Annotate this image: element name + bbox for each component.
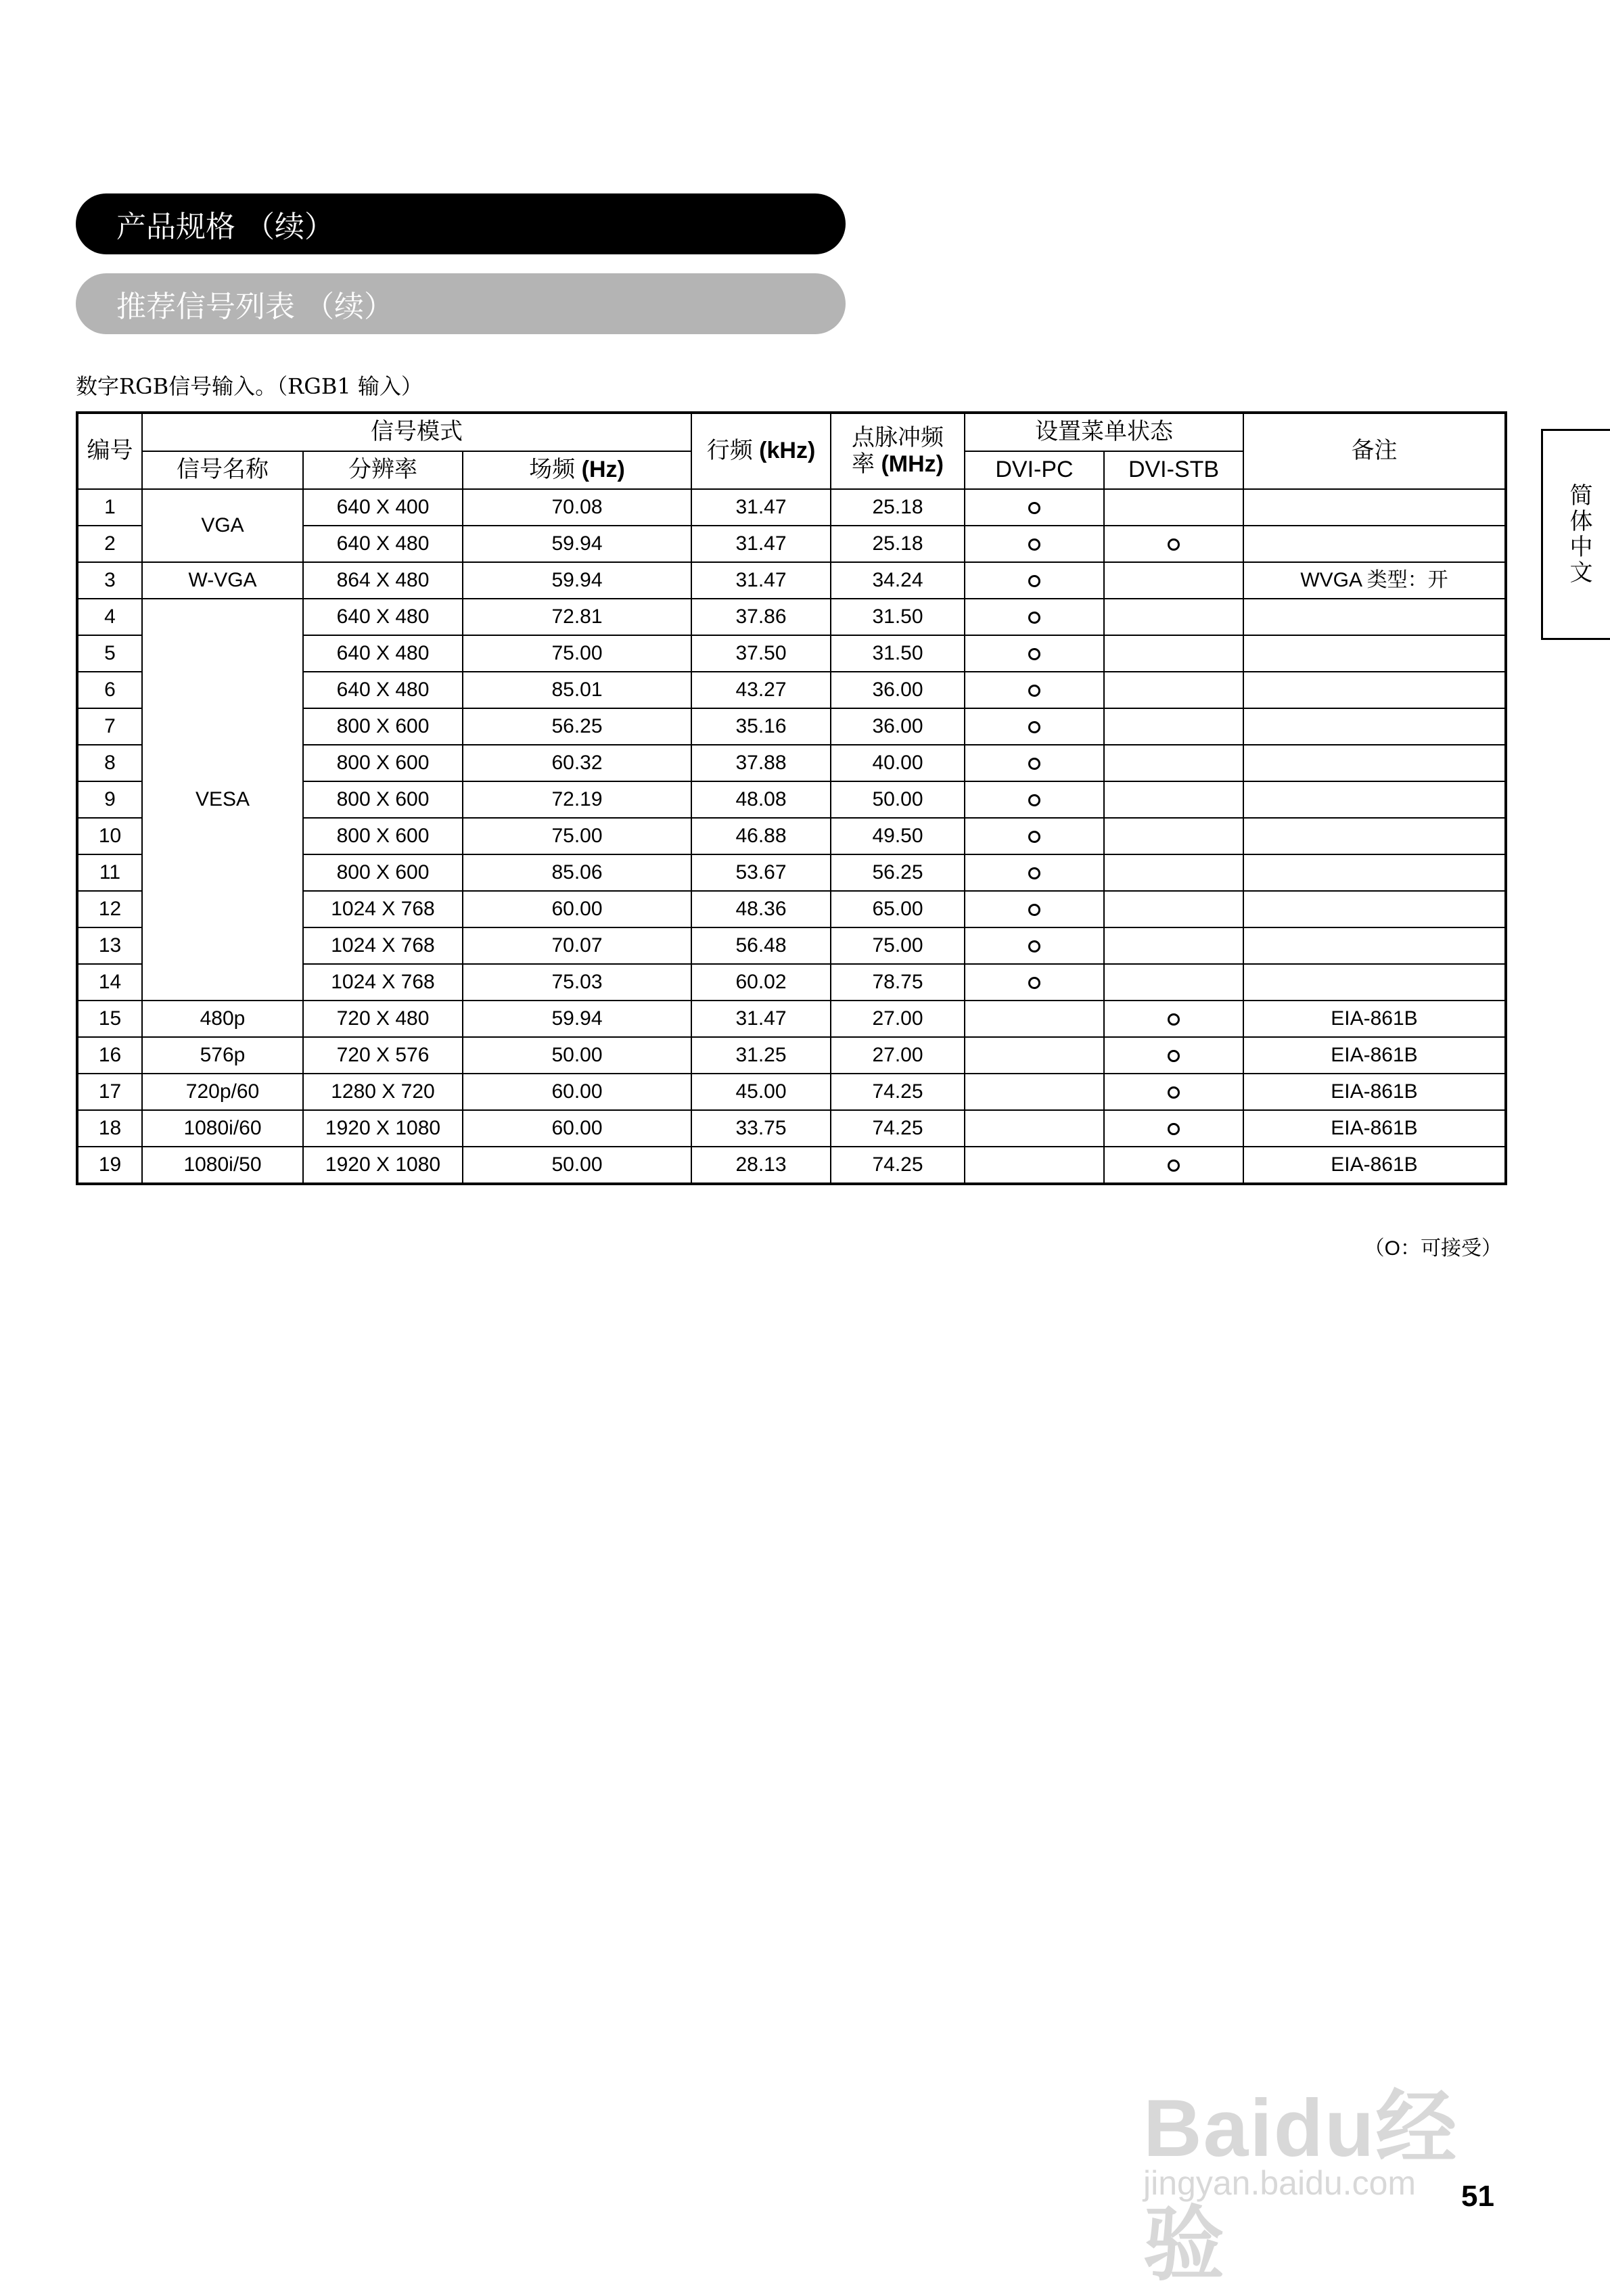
dotclock-cell: 31.50 — [831, 599, 965, 635]
header-signal-name: 信号名称 — [142, 451, 303, 489]
resolution-cell: 640 X 480 — [303, 599, 463, 635]
vfreq-cell: 75.03 — [463, 964, 691, 1001]
dvi-pc-cell — [965, 1110, 1104, 1147]
row-number: 9 — [77, 781, 142, 818]
signal-name-cell: 1080i/50 — [142, 1147, 303, 1184]
vfreq-cell: 70.07 — [463, 927, 691, 964]
acceptable-mark-icon — [1028, 940, 1040, 952]
vfreq-cell: 85.06 — [463, 854, 691, 891]
hfreq-cell: 56.48 — [691, 927, 831, 964]
watermark-brand: Baidu经验 — [1143, 2083, 1458, 2290]
acceptable-mark-icon — [1168, 1123, 1180, 1135]
dvi-pc-cell — [965, 599, 1104, 635]
header-dotclock: 点脉冲频 率 (MHz) — [831, 413, 965, 489]
dvi-pc-cell — [965, 489, 1104, 526]
subsection-title: 推荐信号列表 （续） — [116, 290, 394, 324]
resolution-cell: 1280 X 720 — [303, 1074, 463, 1110]
header-remarks: 备注 — [1243, 413, 1506, 489]
resolution-cell: 800 X 600 — [303, 745, 463, 781]
header-no: 编号 — [77, 413, 142, 489]
acceptable-mark-icon — [1028, 977, 1040, 989]
dvi-stb-cell — [1104, 708, 1243, 745]
resolution-cell: 640 X 480 — [303, 635, 463, 672]
acceptable-mark-icon — [1028, 612, 1040, 624]
hfreq-cell: 45.00 — [691, 1074, 831, 1110]
acceptable-mark-icon — [1168, 1013, 1180, 1026]
resolution-cell: 1920 X 1080 — [303, 1110, 463, 1147]
row-number: 6 — [77, 672, 142, 708]
remarks-cell — [1243, 818, 1506, 854]
dvi-stb-cell — [1104, 489, 1243, 526]
table-body — [77, 489, 1506, 1184]
hfreq-cell: 31.47 — [691, 489, 831, 526]
resolution-cell: 640 X 400 — [303, 489, 463, 526]
resolution-cell: 1024 X 768 — [303, 964, 463, 1001]
remarks-cell — [1243, 526, 1506, 562]
remarks-cell — [1243, 854, 1506, 891]
table-row — [77, 599, 1506, 635]
language-side-tab — [1541, 429, 1610, 640]
row-number: 7 — [77, 708, 142, 745]
header-menu-status: 设置菜单状态 — [965, 413, 1243, 451]
dvi-pc-cell — [965, 672, 1104, 708]
dotclock-cell: 74.25 — [831, 1074, 965, 1110]
dvi-stb-cell — [1104, 1001, 1243, 1037]
vfreq-cell: 60.32 — [463, 745, 691, 781]
dotclock-cell: 25.18 — [831, 489, 965, 526]
dvi-stb-cell — [1104, 818, 1243, 854]
dvi-stb-cell — [1104, 599, 1243, 635]
resolution-cell: 800 X 600 — [303, 781, 463, 818]
acceptable-mark-icon — [1028, 721, 1040, 733]
dvi-pc-cell — [965, 745, 1104, 781]
vfreq-cell: 85.01 — [463, 672, 691, 708]
resolution-cell: 1920 X 1080 — [303, 1147, 463, 1184]
dotclock-cell: 36.00 — [831, 672, 965, 708]
row-number: 2 — [77, 526, 142, 562]
hfreq-cell: 31.25 — [691, 1037, 831, 1074]
dotclock-cell: 75.00 — [831, 927, 965, 964]
remarks-cell — [1243, 489, 1506, 526]
row-number: 13 — [77, 927, 142, 964]
table-row — [77, 1001, 1506, 1037]
footnote: （O：可接受） — [1364, 1237, 1502, 1260]
hfreq-cell: 31.47 — [691, 562, 831, 599]
hfreq-cell: 53.67 — [691, 854, 831, 891]
dotclock-cell: 50.00 — [831, 781, 965, 818]
hfreq-cell: 33.75 — [691, 1110, 831, 1147]
dvi-stb-cell — [1104, 854, 1243, 891]
dotclock-cell: 31.50 — [831, 635, 965, 672]
acceptable-mark-icon — [1028, 648, 1040, 660]
dvi-stb-cell — [1104, 562, 1243, 599]
dvi-pc-cell — [965, 708, 1104, 745]
hfreq-cell: 37.50 — [691, 635, 831, 672]
dotclock-cell: 34.24 — [831, 562, 965, 599]
table-row — [77, 1074, 1506, 1110]
vfreq-cell: 75.00 — [463, 635, 691, 672]
hfreq-cell: 37.88 — [691, 745, 831, 781]
resolution-cell: 800 X 600 — [303, 708, 463, 745]
vfreq-cell: 60.00 — [463, 1074, 691, 1110]
section-title-bar — [76, 193, 846, 254]
remarks-cell — [1243, 927, 1506, 964]
row-number: 15 — [77, 1001, 142, 1037]
vfreq-cell: 60.00 — [463, 891, 691, 927]
dvi-stb-cell — [1104, 1074, 1243, 1110]
dvi-stb-cell — [1104, 964, 1243, 1001]
remarks-cell: EIA-861B — [1243, 1074, 1506, 1110]
acceptable-mark-icon — [1028, 575, 1040, 587]
dotclock-cell: 74.25 — [831, 1110, 965, 1147]
acceptable-mark-icon — [1168, 538, 1180, 551]
signal-name-cell: VGA — [142, 489, 303, 562]
vfreq-cell: 60.00 — [463, 1110, 691, 1147]
header-dvi-stb: DVI-STB — [1104, 451, 1243, 489]
remarks-cell — [1243, 599, 1506, 635]
signal-name-cell: 480p — [142, 1001, 303, 1037]
vfreq-cell: 50.00 — [463, 1147, 691, 1184]
hfreq-cell: 60.02 — [691, 964, 831, 1001]
watermark-url: jingyan.baidu.com — [1143, 2164, 1417, 2202]
dvi-pc-cell — [965, 891, 1104, 927]
section-title: 产品规格 （续） — [116, 210, 334, 244]
acceptable-mark-icon — [1028, 794, 1040, 806]
row-number: 5 — [77, 635, 142, 672]
vfreq-cell: 59.94 — [463, 1001, 691, 1037]
row-number: 8 — [77, 745, 142, 781]
dotclock-cell: 65.00 — [831, 891, 965, 927]
vfreq-cell: 72.19 — [463, 781, 691, 818]
table-row — [77, 1110, 1506, 1147]
header-resolution: 分辨率 — [303, 451, 463, 489]
dotclock-cell: 49.50 — [831, 818, 965, 854]
hfreq-cell: 46.88 — [691, 818, 831, 854]
dvi-pc-cell — [965, 927, 1104, 964]
remarks-cell — [1243, 891, 1506, 927]
dvi-pc-cell — [965, 1037, 1104, 1074]
table-row — [77, 489, 1506, 526]
vfreq-cell: 50.00 — [463, 1037, 691, 1074]
dvi-pc-cell — [965, 818, 1104, 854]
header-hfreq: 行频 (kHz) — [691, 413, 831, 489]
acceptable-mark-icon — [1168, 1050, 1180, 1062]
dvi-stb-cell — [1104, 1110, 1243, 1147]
dvi-stb-cell — [1104, 1037, 1243, 1074]
acceptable-mark-icon — [1028, 502, 1040, 514]
remarks-cell — [1243, 781, 1506, 818]
vfreq-cell: 56.25 — [463, 708, 691, 745]
hfreq-cell: 48.08 — [691, 781, 831, 818]
remarks-cell — [1243, 672, 1506, 708]
resolution-cell: 864 X 480 — [303, 562, 463, 599]
row-number: 17 — [77, 1074, 142, 1110]
resolution-cell: 800 X 600 — [303, 818, 463, 854]
header-vfreq: 场频 (Hz) — [463, 451, 691, 489]
hfreq-cell: 31.47 — [691, 526, 831, 562]
acceptable-mark-icon — [1028, 758, 1040, 770]
dvi-pc-cell — [965, 781, 1104, 818]
header-signal-mode: 信号模式 — [142, 413, 691, 451]
row-number: 19 — [77, 1147, 142, 1184]
dvi-pc-cell — [965, 854, 1104, 891]
dotclock-cell: 27.00 — [831, 1037, 965, 1074]
dvi-stb-cell — [1104, 927, 1243, 964]
dvi-stb-cell — [1104, 781, 1243, 818]
hfreq-cell: 48.36 — [691, 891, 831, 927]
subsection-title-bar — [76, 273, 846, 334]
intro-text: 数字RGB信号输入。（RGB1 输入） — [76, 373, 423, 399]
row-number: 4 — [77, 599, 142, 635]
remarks-cell — [1243, 745, 1506, 781]
hfreq-cell: 43.27 — [691, 672, 831, 708]
dvi-pc-cell — [965, 1001, 1104, 1037]
dvi-stb-cell — [1104, 672, 1243, 708]
signal-name-cell: 720p/60 — [142, 1074, 303, 1110]
page-number: 51 — [1461, 2180, 1494, 2213]
hfreq-cell: 35.16 — [691, 708, 831, 745]
vfreq-cell: 72.81 — [463, 599, 691, 635]
acceptable-mark-icon — [1028, 538, 1040, 551]
dotclock-cell: 78.75 — [831, 964, 965, 1001]
vfreq-cell: 59.94 — [463, 562, 691, 599]
signal-name-cell: 576p — [142, 1037, 303, 1074]
dvi-pc-cell — [965, 562, 1104, 599]
dvi-stb-cell — [1104, 635, 1243, 672]
remarks-cell: EIA-861B — [1243, 1001, 1506, 1037]
vfreq-cell: 70.08 — [463, 489, 691, 526]
remarks-cell — [1243, 708, 1506, 745]
remarks-cell: WVGA 类型：开 — [1243, 562, 1506, 599]
dvi-pc-cell — [965, 1074, 1104, 1110]
dvi-stb-cell — [1104, 526, 1243, 562]
remarks-cell — [1243, 964, 1506, 1001]
dvi-stb-cell — [1104, 1147, 1243, 1184]
row-number: 1 — [77, 489, 142, 526]
row-number: 3 — [77, 562, 142, 599]
dotclock-cell: 25.18 — [831, 526, 965, 562]
resolution-cell: 720 X 480 — [303, 1001, 463, 1037]
row-number: 10 — [77, 818, 142, 854]
resolution-cell: 1024 X 768 — [303, 927, 463, 964]
remarks-cell: EIA-861B — [1243, 1147, 1506, 1184]
resolution-cell: 640 X 480 — [303, 672, 463, 708]
table-row — [77, 1037, 1506, 1074]
signal-name-cell: W-VGA — [142, 562, 303, 599]
table-row — [77, 1147, 1506, 1184]
dotclock-cell: 56.25 — [831, 854, 965, 891]
acceptable-mark-icon — [1028, 831, 1040, 843]
acceptable-mark-icon — [1168, 1086, 1180, 1099]
vfreq-cell: 59.94 — [463, 526, 691, 562]
dvi-stb-cell — [1104, 891, 1243, 927]
acceptable-mark-icon — [1168, 1160, 1180, 1172]
signal-name-cell: VESA — [142, 599, 303, 1001]
remarks-cell: EIA-861B — [1243, 1037, 1506, 1074]
dvi-pc-cell — [965, 635, 1104, 672]
acceptable-mark-icon — [1028, 867, 1040, 879]
dotclock-cell: 27.00 — [831, 1001, 965, 1037]
dvi-pc-cell — [965, 964, 1104, 1001]
dotclock-cell: 36.00 — [831, 708, 965, 745]
header-dvi-pc: DVI-PC — [965, 451, 1104, 489]
acceptable-mark-icon — [1028, 685, 1040, 697]
resolution-cell: 800 X 600 — [303, 854, 463, 891]
signal-table — [76, 411, 1507, 1185]
hfreq-cell: 31.47 — [691, 1001, 831, 1037]
dotclock-cell: 40.00 — [831, 745, 965, 781]
vfreq-cell: 75.00 — [463, 818, 691, 854]
resolution-cell: 1024 X 768 — [303, 891, 463, 927]
hfreq-cell: 28.13 — [691, 1147, 831, 1184]
dvi-stb-cell — [1104, 745, 1243, 781]
row-number: 11 — [77, 854, 142, 891]
row-number: 16 — [77, 1037, 142, 1074]
row-number: 14 — [77, 964, 142, 1001]
row-number: 18 — [77, 1110, 142, 1147]
resolution-cell: 720 X 576 — [303, 1037, 463, 1074]
resolution-cell: 640 X 480 — [303, 526, 463, 562]
dvi-pc-cell — [965, 526, 1104, 562]
row-number: 12 — [77, 891, 142, 927]
hfreq-cell: 37.86 — [691, 599, 831, 635]
language-side-tab-label: 简体中文 — [1565, 483, 1592, 586]
table-row — [77, 562, 1506, 599]
dvi-pc-cell — [965, 1147, 1104, 1184]
remarks-cell — [1243, 635, 1506, 672]
acceptable-mark-icon — [1028, 904, 1040, 916]
dotclock-cell: 74.25 — [831, 1147, 965, 1184]
signal-name-cell: 1080i/60 — [142, 1110, 303, 1147]
remarks-cell: EIA-861B — [1243, 1110, 1506, 1147]
